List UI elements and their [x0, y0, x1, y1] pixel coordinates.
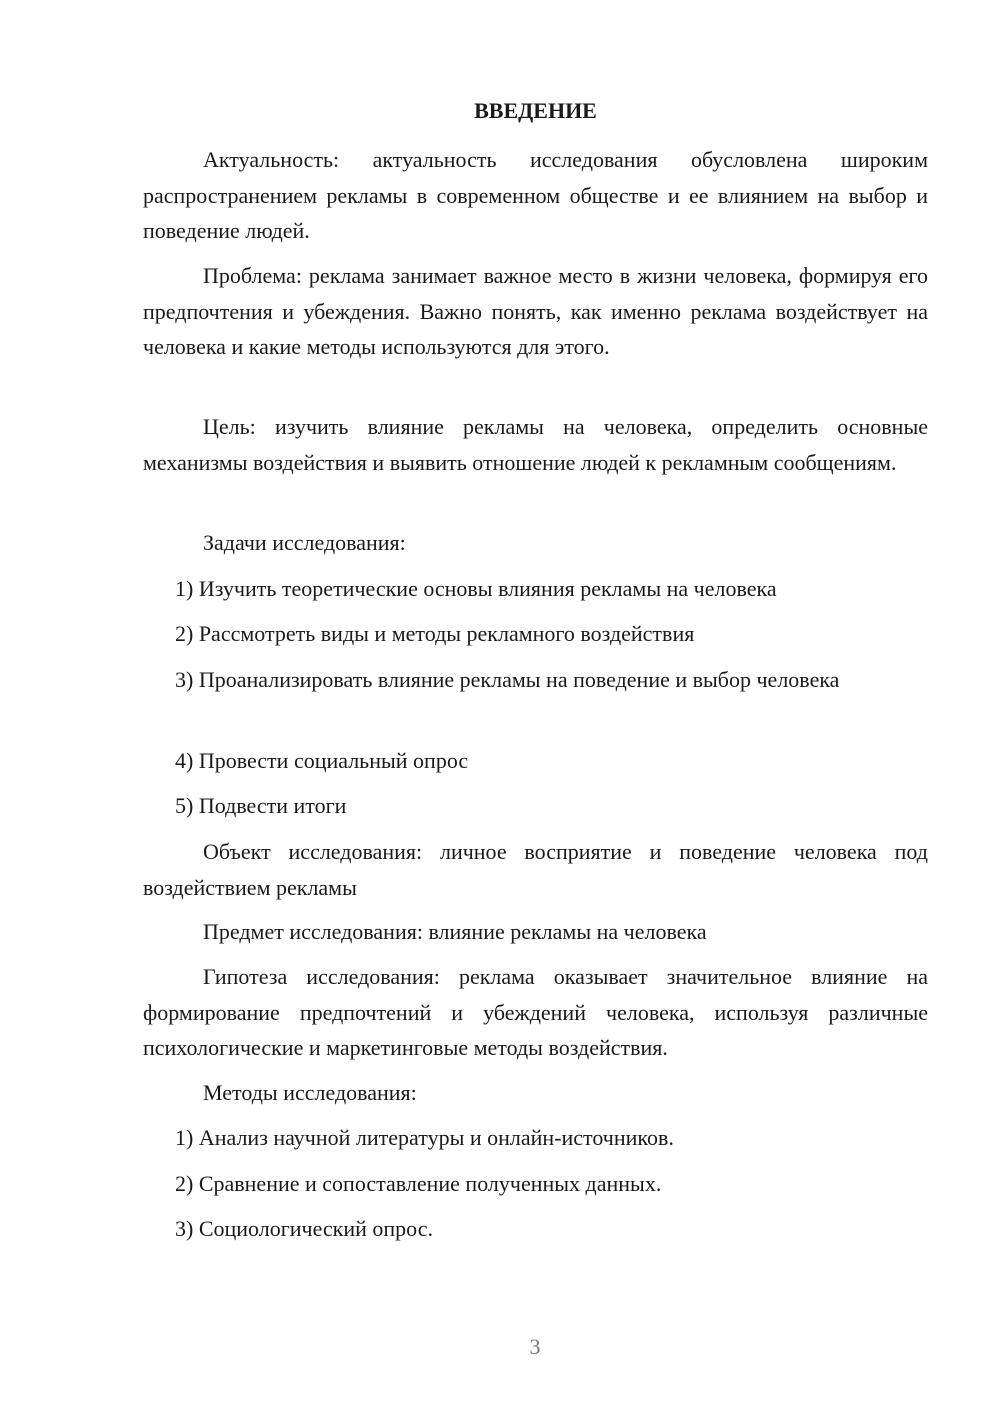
- list-item-method-3: 3) Социологический опрос.: [175, 1216, 433, 1241]
- paragraph-object: Объект исследования: личное восприятие и поведение человека под воздействием рекламы: [143, 839, 928, 900]
- list-item-method-1: 1) Анализ научной литературы и онлайн-источников.: [175, 1125, 674, 1150]
- paragraph-goal: Цель: изучить влияние рекламы на человека, определить основные механизмы воздействия и выявить отношение людей к рекламным сообщениям.: [143, 414, 928, 475]
- paragraph-tasks-heading: Задачи исследования:: [203, 530, 406, 555]
- paragraph-methods-heading: Методы исследования:: [203, 1080, 417, 1105]
- list-item-task-5: 5) Подвести итоги: [175, 793, 347, 818]
- list-item-method-2: 2) Сравнение и сопоставление полученных данных.: [175, 1171, 662, 1196]
- list-item-task-1: 1) Изучить теоретические основы влияния рекламы на человека: [175, 576, 777, 601]
- paragraph-problem: Проблема: реклама занимает важное место в жизни человека, формируя его предпочтения и убеждения. Важно понять, как именно реклама воздействует на человека и какие методы используются для этого.: [143, 263, 928, 359]
- paragraph-relevance: Актуальность: актуальность исследования обусловлена широким распространением рекламы в современном обществе и ее влиянием на выбор и поведение людей.: [143, 147, 928, 243]
- paragraph-subject: Предмет исследования: влияние рекламы на человека: [203, 919, 707, 944]
- list-item-task-3: 3) Проанализировать влияние рекламы на поведение и выбор человека: [175, 667, 840, 692]
- page-number: 3: [529, 1334, 541, 1359]
- page-title: ВВЕДЕНИЕ: [474, 98, 597, 123]
- paragraph-hypothesis: Гипотеза исследования: реклама оказывает значительное влияние на формирование предпочтений и убеждений человека, используя различные психологические и маркетинговые методы воздействия.: [143, 964, 928, 1060]
- list-item-task-2: 2) Рассмотреть виды и методы рекламного воздействия: [175, 621, 695, 646]
- list-item-task-4: 4) Провести социальный опрос: [175, 748, 469, 773]
